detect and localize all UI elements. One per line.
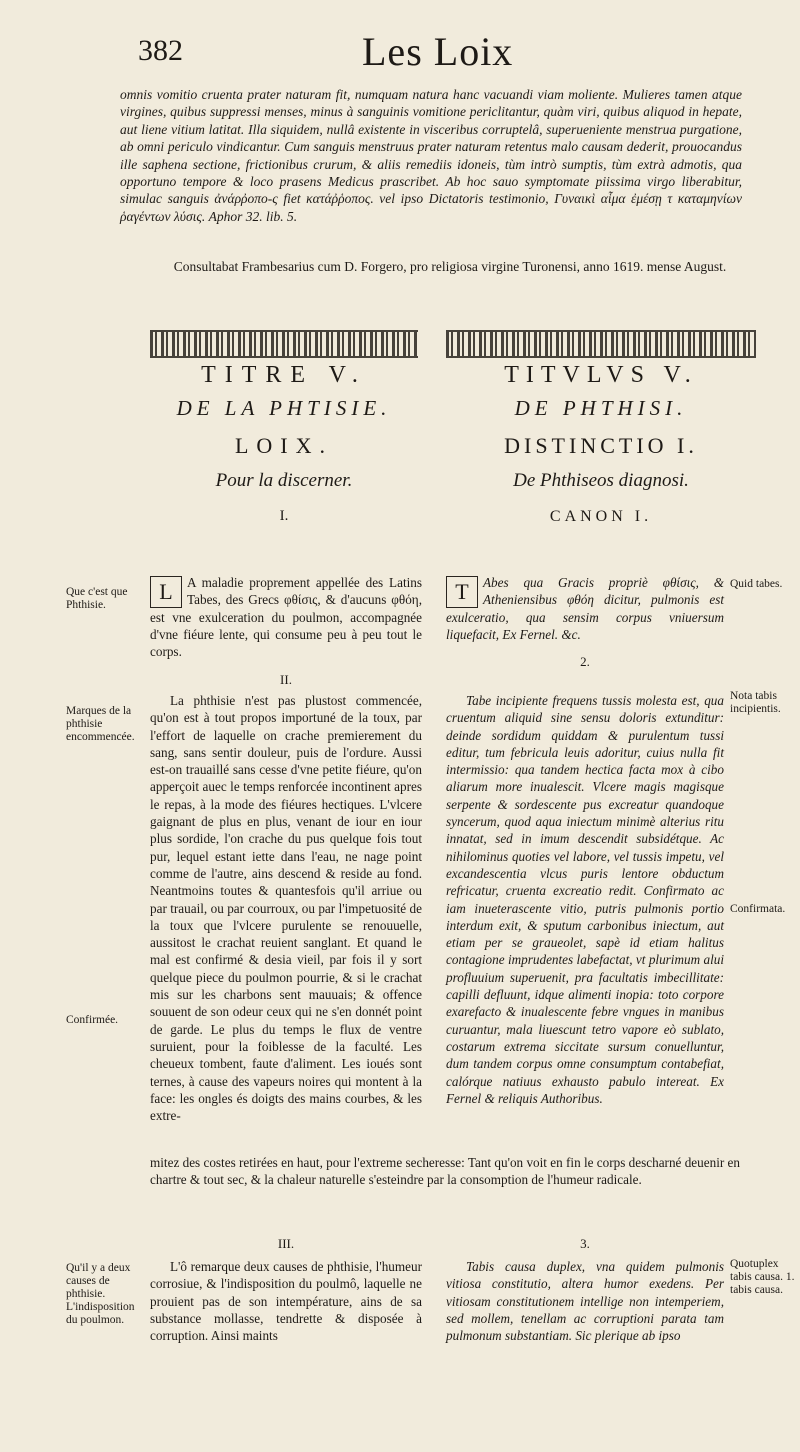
margin-note-right: Confirmata. xyxy=(730,903,786,915)
latin-section-heading: DISTINCTIO I. xyxy=(504,433,698,458)
french-title: TITRE V. xyxy=(201,362,367,388)
ornament-band-right xyxy=(446,330,756,358)
latin-title: TITVLVS V. xyxy=(504,362,698,388)
latin-canon-number: CANON I. xyxy=(549,508,653,525)
french-article-2-continued: mitez des costes retirées en haut, pour l'extreme secheresse: Tant qu'on voit en fin le corps descharné deuenir en chartre & tout sec, & la chaleur naturelle s'esteindre par la consomption de l'humeur radicale. xyxy=(150,1155,740,1188)
consultation-note: Consultabat Frambesarius cum D. Forgero, pro religiosa virgine Turonensi, anno 1619. mense August. xyxy=(173,259,727,274)
margin-note-left: Marques de la phthisie encommencée. xyxy=(66,705,135,743)
ornament-band-left xyxy=(150,330,418,358)
margin-note-right: Quotuplex tabis causa. 1. tabis causa. xyxy=(730,1258,795,1296)
running-title: Les Loix xyxy=(362,29,514,74)
french-article-number: III. xyxy=(277,1236,295,1251)
french-article-3: L'ô remarque deux causes de phthisie, l'humeur corrosiue, & l'indisposition du poulmô, laquelle ne prouient pas de son intempérature, ains de sa substance mollasse, tendrette & disposée à corruption. Ainsi maints xyxy=(150,1259,422,1344)
margin-note-left: Que c'est que Phthisie. xyxy=(66,586,128,611)
french-article-number: II. xyxy=(280,672,292,687)
french-section-heading: LOIX. xyxy=(234,433,334,458)
french-article-number: I. xyxy=(279,508,289,524)
margin-note-left: Qu'il y a deux causes de phthisie. L'indisposition du poulmon. xyxy=(66,1262,135,1326)
french-article-2: La phthisie n'est pas plustost commencée, qu'on est à tout propos importuné de la toux, par l'effort de laquelle on crache premierement du sang, sans sentir douleur, puis de l'ordure. Aussi est-on trauaillé sans cesse d'vne petite fiéure, qu'on apperçoit auec le temps renforcée incontinent apres le repas, à la mode des fiéures hectiques. L'vlcere gaignant de plus en plus, venant de iour en iour plus sordide, l'on crache du pus quelque fois tout pur, lequel estant iette dans l'eau, ne nage point comme de l'autre, ains descend & reside au fond. Neantmoins toutes & quantesfois qu'il arriue ou par trauail, ou par courroux, ou par l'impetuosité de la toux que l'vlcere purulente se renouuelle, aussitost le crachat reuient sanglant. Et quand le mal est confirmé & desia vieil, par fois il y sort quelque piece du poulmon pourrie, & si le crachat mis sur les charbons sent mauuais; & offence souuent de son odeur ceux qui ne s'en donnét point de garde. Le plus du temps le flux de ventre suruient, pour la foiblesse de la faculté. Les cheueux tombent, faute d'aliment. Les ioués sont ternes, à cause des vapeurs noires qui montent à la face: les ongles és doigts des mains courbes, & les extre- xyxy=(150,693,422,1124)
margin-note-left: Confirmée. xyxy=(66,1014,119,1026)
latin-canon-number: 2. xyxy=(580,654,590,669)
french-subject: DE LA PHTISIE. xyxy=(176,396,392,420)
continued-latin-text xyxy=(120,86,742,225)
drop-cap: L xyxy=(150,576,182,608)
french-subheading: Pour la discerner. xyxy=(215,470,353,491)
latin-canon-number: 3. xyxy=(580,1236,590,1251)
article-text: A maladie proprement appellée des Latins Tabes, des Grecs φθίσις, & d'aucuns φθόη, est vne exulceration du poulmon, accompagnée d'vne fiéure lente, qui consume peu à peu tout le corps. xyxy=(150,575,422,660)
canon-text: Abes qua Gracis propriè φθίσις, & Atheniensibus φθόη dicitur, pulmonis est exulceratio, qua sensim corpus vniuersum liquefacit, Ex Fernel. &c. xyxy=(446,575,724,642)
latin-canon-3: Tabis causa duplex, vna quidem pulmonis vitiosa constitutio, altera humor exedens. Per vitiosam constitutionem intellige non intemperiem, sed mollem, tenellam ac corruptioni parata tam pulmonum substantiam. Sic plerique ab ipso xyxy=(446,1259,724,1344)
margin-note-right: Quid tabes. xyxy=(730,578,783,590)
french-article-1 xyxy=(150,574,422,660)
drop-cap: T xyxy=(446,576,478,608)
page-number: 382 xyxy=(138,34,183,67)
latin-canon-1 xyxy=(446,574,724,643)
margin-note-right: Nota tabis incipientis. xyxy=(730,690,781,715)
latin-paragraph: omnis vomitio cruenta prater naturam fit, numquam natura hanc vacuandi viam moliente. Mulieres tamen atque virgines, quibus suppressi menses, minus à sanguinis vomitione periclitantur, quàm viri, quibus aliquod in hepate, aut liene vitium latitat. Illa siquidem, nullâ existente in visceribus corruptelâ, superueniente menstrua purgatione, ab omni periculo vindicantur. Cum sanguis menstruus prater naturam retentus malo causam dederit, prouocandus ille saphena sectione, frictionibus crurum, & aliis remediis idoneis, tùm intrò sumptis, tùm extrà admotis, qua opportuno tempore & loco prasens Medicus prascribet. Ab hoc sauo symptomate piissima virgo liberabitur, simulac sanguis ἀνάρῤοπο-ς fiet κατάῤῥοπος. vel ipso Dictatoris testimonio, Γυναικὶ αἷμα ἐμέσῃ τ καταμηνίων ῥαγέντων λύσις. Aphor 32. lib. 5. xyxy=(120,87,742,224)
latin-subject: DE PHTHISI. xyxy=(514,396,688,420)
latin-canon-2: Tabe incipiente frequens tussis molesta est, qua cruentum aliquid sine sensu doloris extunditur: deinde sordidum quiddam & purulentum tussi editur, tum febricula leuis adoritur, cuius nulla fit intermissio: qua tandem hectica facta mox à cibo aliarum more inualescit. Vlcere magis magisque serpente & sordescente pus excreatur quandoque syncerum, quod aqua iniectum minimè alterius ritu innatat, sed in imum descendit subsidétque. Ac nihilominus quoties vel labore, vel tussis impetu, vel excandescentia vlcus puris lentore obductum refricatur, cruenta excreatio redit. Confirmato ac iam inueterascente vitio, putris pulmonis portio interdum exit, & sputum carbonibus iniectum, aut etiam per se graueolet, sapè id etiam halitus contagione imprudentes labefactat, vt plurimum alui profluuium superuenit, pra facultatis imbecillitate: capilli defluunt, idque alimenti inopia: toto corpore exarefacto & inualescente febre vngues in manibus curuantur, mala liuescunt tetro vapore eò sublato, costarum extrema siccitate sursum conuelluntur, dum tandem corpus omne consumptum contabefiat, calórque natiuus exhausto pabulo intereat. Ex Fernel & reliquis Authoribus. xyxy=(446,693,724,1106)
latin-subheading: De Phthiseos diagnosi. xyxy=(513,470,689,491)
